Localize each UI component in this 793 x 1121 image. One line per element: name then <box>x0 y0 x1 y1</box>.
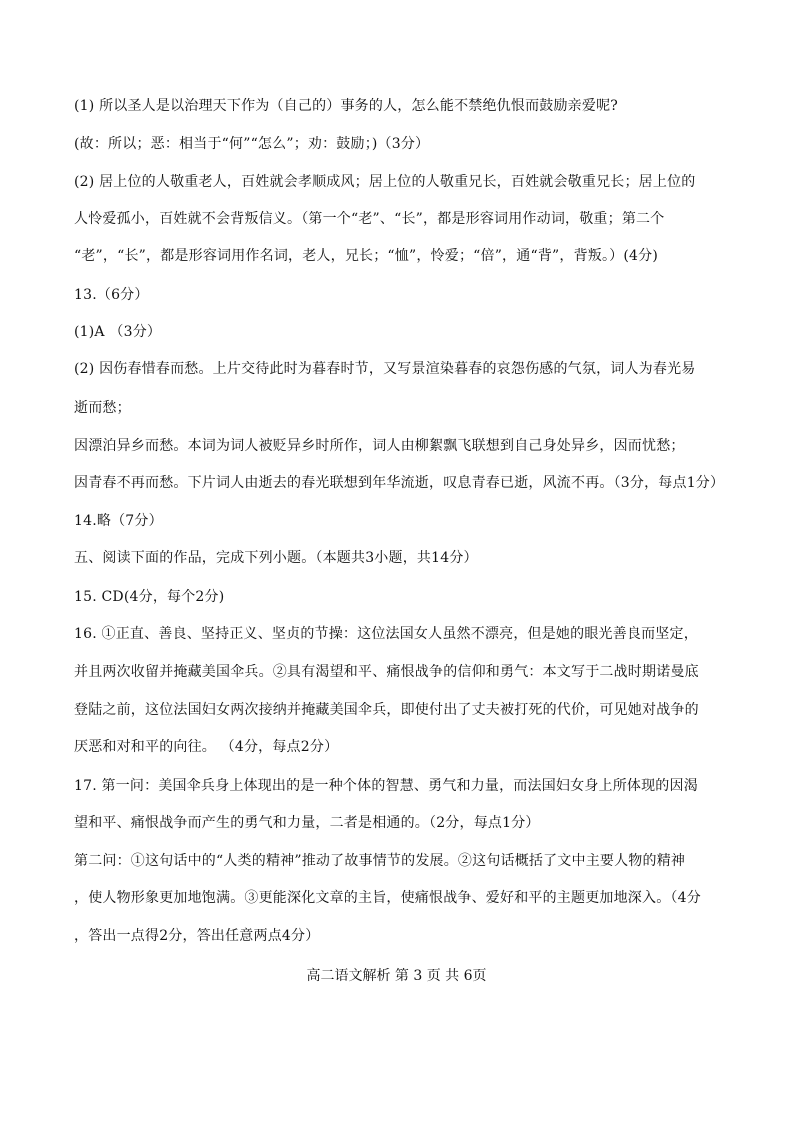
text-line: (2) 因伤春惜春而愁。上片交待此时为暮春时节，又写景渲染暮春的哀怨伤感的气氛，词人为春光易 <box>74 361 696 377</box>
text-line: 15. CD(4分，每个2分) <box>74 589 225 605</box>
question-number: 14.略（7分） <box>74 513 163 529</box>
text-line: 望和平、痛恨战争而产生的勇气和力量，二者是相通的。（2分，每点1分） <box>74 815 540 831</box>
text-line: ，使人物形象更加地饱满。③更能深化文章的主旨，使痛恨战争、爱好和平的主题更加地深入。（4分 <box>74 890 701 906</box>
text-line: 因青春不再而愁。下片词人由逝去的春光联想到年华流逝，叹息青春已逝，风流不再。（3分，每点1分） <box>74 475 725 491</box>
text-line: 人怜爱孤小，百姓就不会背叛信义。（第一个“老”、“长”，都是形容词用作动词，敬重；第二个 <box>74 211 665 227</box>
text-line: 第二问：①这句话中的“人类的精神”推动了故事情节的发展。②这句话概括了文中主要人物的精神 <box>74 853 686 869</box>
text-line: (2) 居上位的人敬重老人，百姓就会孝顺成风；居上位的人敬重兄长，百姓就会敬重兄长；居上位的 <box>74 174 696 190</box>
text-line: 登陆之前，这位法国妇女两次接纳并掩藏美国伞兵，即使付出了丈夫被打死的代价，可见她对战争的 <box>74 702 699 718</box>
page-footer: 高二语文解析 第 3 页 共 6页 <box>306 968 487 984</box>
text-line: (故：所以；恶：相当于“何”“怎么”；劝：鼓励；)（3分） <box>74 136 430 152</box>
text-line: 16. ①正直、善良、坚持正义、坚贞的节操：这位法国女人虽然不漂亮，但是她的眼光善良而坚定， <box>74 626 698 642</box>
text-line: 厌恶和对和平的向往。 （4分，每点2分） <box>74 739 339 755</box>
text-line: 逝而愁； <box>74 400 131 416</box>
question-number: 13.（6分） <box>74 287 149 303</box>
text-line: (1)A （3分） <box>74 324 162 340</box>
text-line: 并且两次收留并掩藏美国伞兵。②具有渴望和平、痛恨战争的信仰和勇气：本文写于二战时期诺曼底 <box>74 664 699 680</box>
text-line: ，答出一点得2分，答出任意两点4分） <box>74 928 320 944</box>
section-heading: 五、阅读下面的作品，完成下列小题。（本题共3小题，共14分） <box>74 550 478 566</box>
text-line: “老”，“长”，都是形容词用作名词，老人，兄长；“恤”，怜爱；“倍”，通“背”，背叛。）(4分) <box>74 248 659 264</box>
text-line: 因漂泊异乡而愁。本词为词人被贬异乡时所作，词人由柳絮飘飞联想到自己身处异乡，因而忧愁； <box>74 438 685 454</box>
text-line: 17. 第一问：美国伞兵身上体现出的是一种个体的智慧、勇气和力量，而法国妇女身上所体现的因渴 <box>74 778 698 794</box>
text-line: (1) 所以圣人是以治理天下作为（自己的）事务的人，怎么能不禁绝仇恨而鼓励亲爱呢? <box>74 98 618 114</box>
